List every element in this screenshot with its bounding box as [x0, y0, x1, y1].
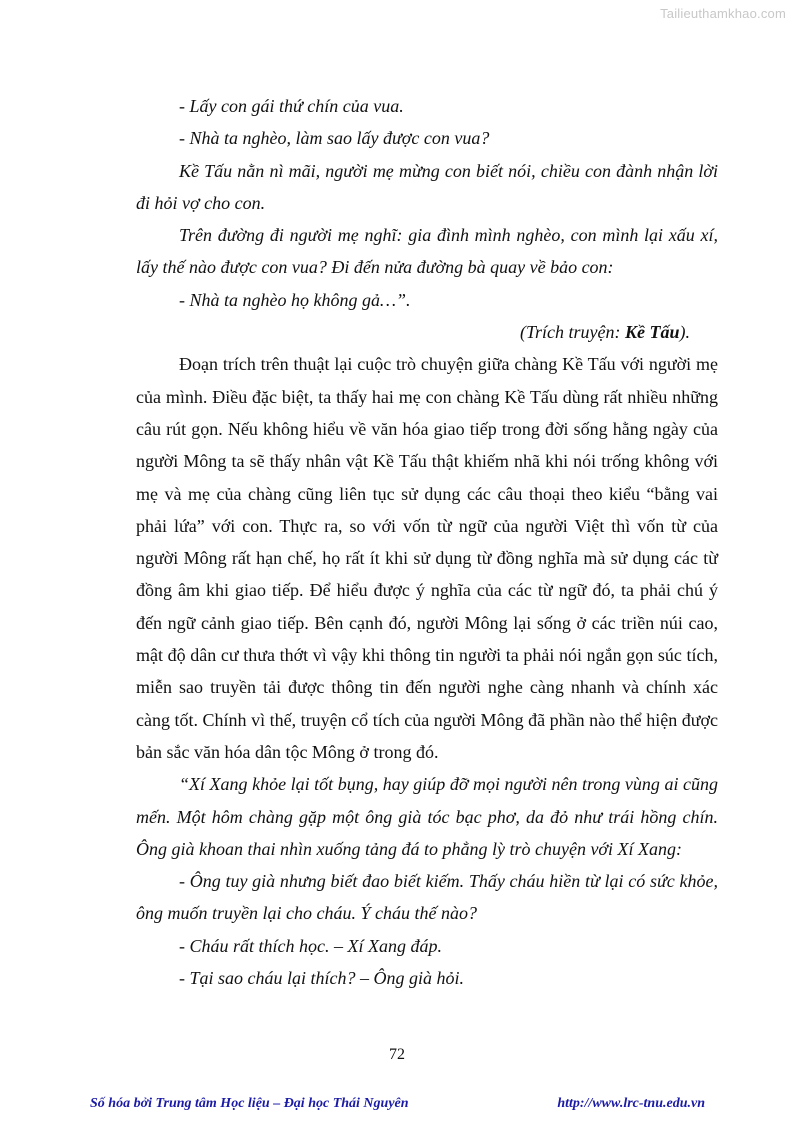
footer [90, 1096, 705, 1112]
citation-suffix: ). [679, 322, 690, 343]
body-paragraph: Đoạn trích trên thuật lại cuộc trò chuyện giữa chàng Kề Tấu với người mẹ của mình. Điều đặc biệt, ta thấy hai mẹ con chàng Kề Tấu dùng rất nhiều những câu rút gọn. Nếu không hiểu về văn hóa giao tiếp trong đời sống hằng ngày của người Mông ta sẽ thấy nhân vật Kề Tấu thật khiếm nhã khi nói trống không với mẹ và mẹ của chàng cũng liên tục sử dụng các câu thoại theo kiểu “bằng vai phải lứa” với con. Thực ra, so với vốn từ ngữ của người Việt thì vốn từ của người Mông rất hạn chế, họ rất ít khi sử dụng từ đồng nghĩa mà sử dụng các từ đồng âm khi giao tiếp. Để hiểu được ý nghĩa của các từ ngữ đó, ta phải chú ý đến ngữ cảnh giao tiếp. Bên cạnh đó, người Mông lại sống ở các triền núi cao, mật độ dân cư thưa thớt vì vậy khi thông tin người ta phải nói ngắn gọn súc tích, miễn sao truyền tải được thông tin đến người nghe càng nhanh và chính xác càng tốt. Chính vì thế, truyện cổ tích của người Mông đã phần nào thể hiện được bản sắc văn hóa dân tộc Mông ở trong đó. [136, 354, 718, 762]
dialogue-line: - Cháu rất thích học. – Xí Xang đáp. [179, 935, 442, 956]
quoted-paragraph: “Xí Xang khỏe lại tốt bụng, hay giúp đỡ mọi người nên trong vùng ai cũng mến. Một hôm chàng gặp một ông già tóc bạc phơ, da đỏ như trái hồng chín. Ông già khoan thai nhìn xuống tảng đá to phẳng lỳ trò chuyện với Xí Xang: [136, 774, 718, 859]
citation-prefix: (Trích truyện: [519, 322, 625, 343]
dialogue-line: - Nhà ta nghèo, làm sao lấy được con vua? [179, 128, 490, 149]
quoted-paragraph: Trên đường đi người mẹ nghĩ: gia đình mình nghèo, con mình lại xấu xí, lấy thế nào được con vua? Đi đến nửa đường bà quay về bảo con: [136, 225, 718, 278]
dialogue-line: - Tại sao cháu lại thích? – Ông già hỏi. [179, 968, 464, 989]
page-number: 72 [389, 1046, 405, 1063]
watermark: Tailieuthamkhao.com [660, 6, 786, 21]
dialogue-line: - Ông tuy già nhưng biết đao biết kiếm. Thấy cháu hiền từ lại có sức khỏe, ông muốn truyền lại cho cháu. Ý cháu thế nào? [136, 871, 718, 924]
dialogue-line: - Nhà ta nghèo họ không gả…”. [179, 289, 411, 310]
footer-url: http://www.lrc-tnu.edu.vn [557, 1096, 705, 1111]
footer-credit: Số hóa bởi Trung tâm Học liệu – Đại học Thái Nguyên [90, 1096, 409, 1111]
citation-title: Kề Tấu [624, 322, 680, 343]
page-body [136, 90, 718, 994]
quoted-paragraph: Kề Tấu nằn nì mãi, người mẹ mừng con biết nói, chiều con đành nhận lời đi hỏi vợ cho con. [136, 160, 718, 213]
dialogue-line: - Lấy con gái thứ chín của vua. [179, 96, 404, 116]
citation [136, 316, 718, 348]
